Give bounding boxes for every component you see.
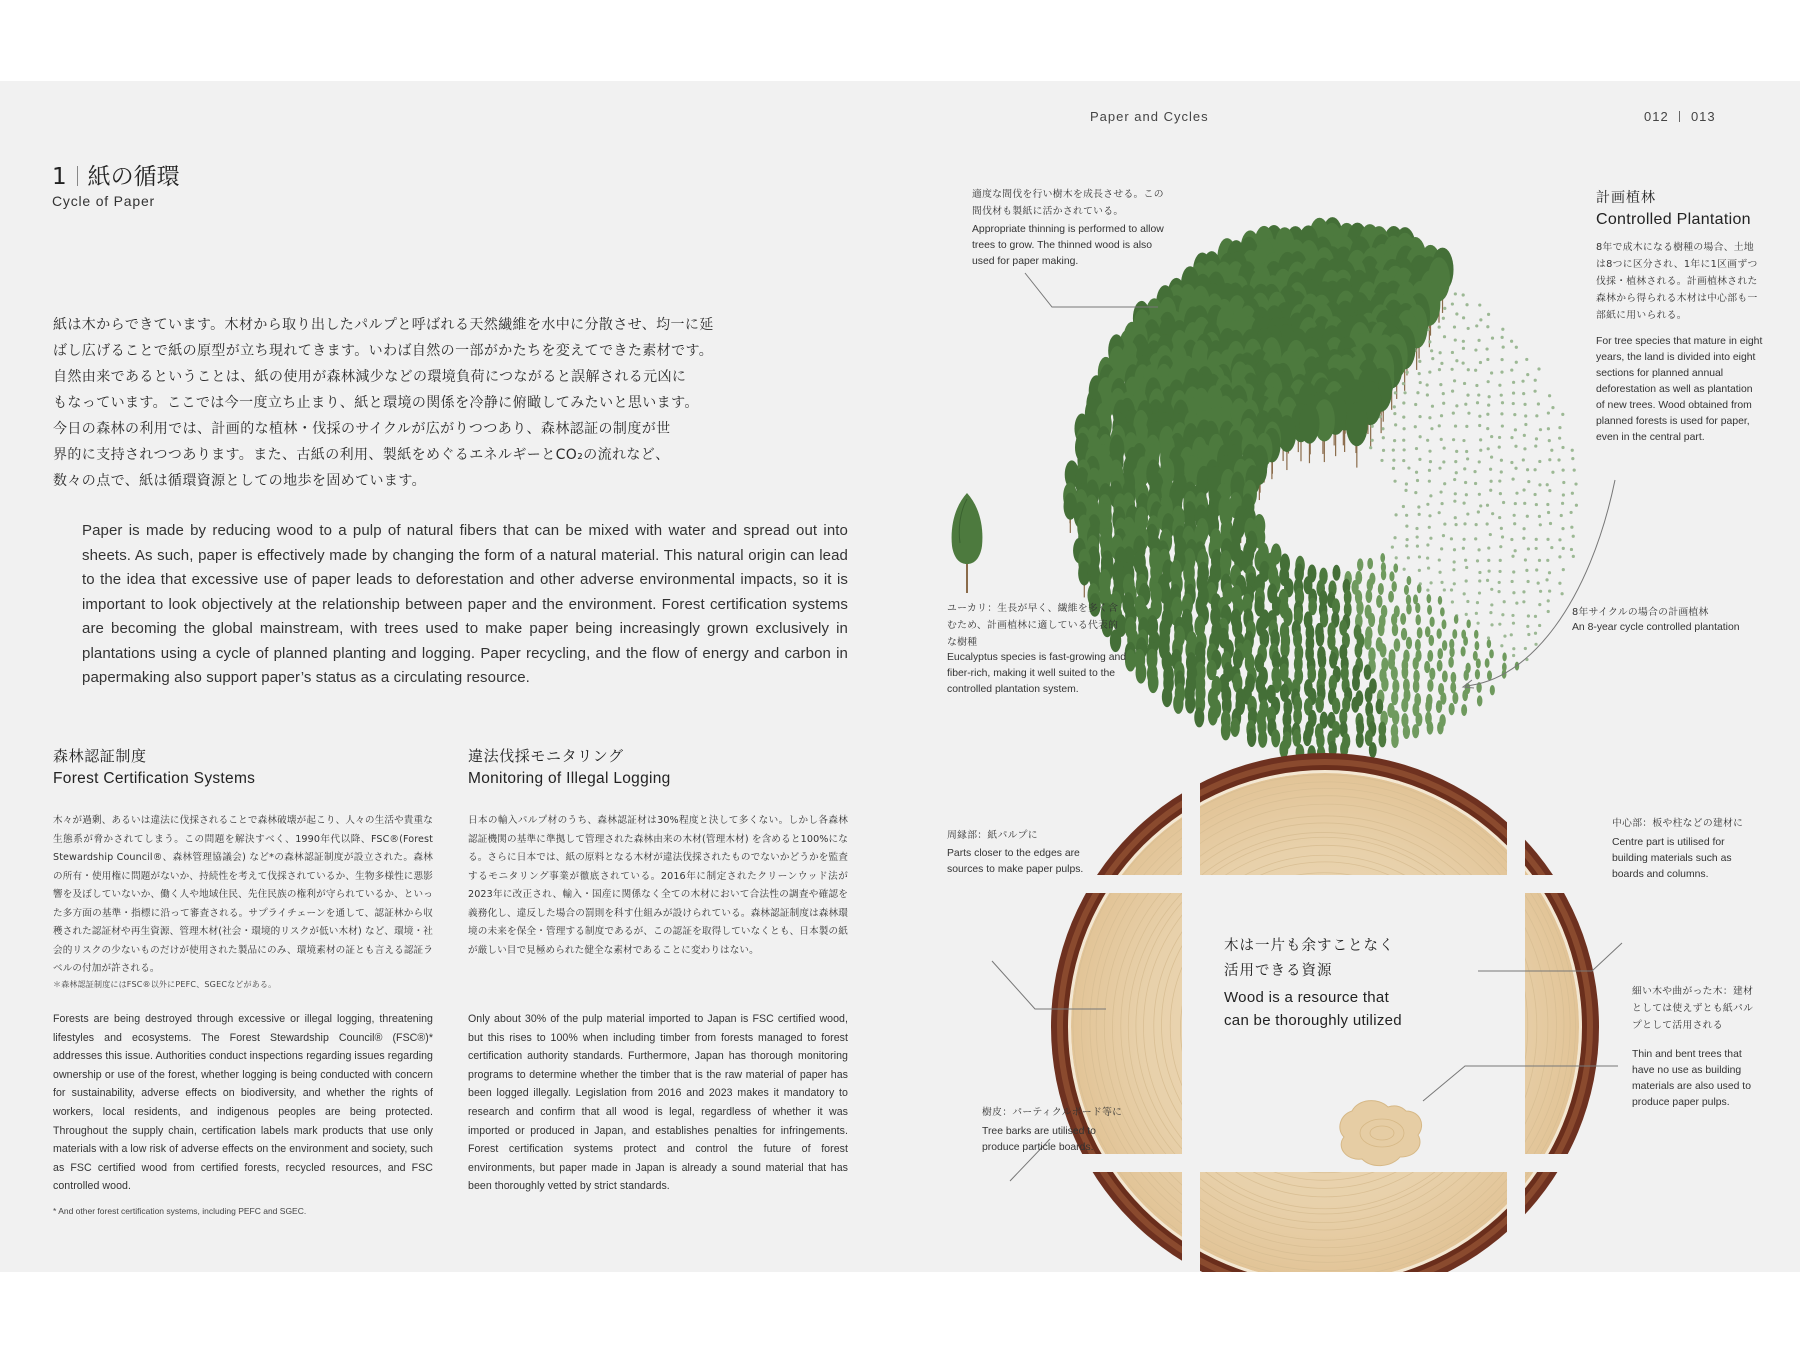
chapter-title-en: Cycle of Paper — [52, 193, 156, 209]
intro-jp-line: 自然由来であるということは、紙の使用が森林減少などの環境負荷につながると誤解される元凶に — [53, 369, 687, 385]
illegal-logging-heading-en: Monitoring of Illegal Logging — [468, 770, 671, 787]
cut-gap-top — [1030, 875, 1620, 893]
intro-jp-line: もなっています。ここでは今一度立ち止まり、紙と環境の関係を冷静に俯瞰してみたいと思います。 — [53, 395, 699, 411]
running-head-title: Paper and Cycles — [1090, 109, 1209, 124]
illegal-logging-body-jp: 日本の輸入パルプ材のうち、森林認証材は30%程度と決して多くない。しかし各森林認証機関の基準に準拠して管理された森林由来の木材(管理木材) を含めると100%になる。さらに日本では、紙の原料となる木材が違法伐採されたものでないかどうかを監査するモニタリング事業が徹底されている。2016年に制定されたクリーンウッド法が2023年に改正され、輸入・国産に関係なく全ての木材において合法性の調査や確認を義務化し、違反した場合の罰則を科す仕組みが設けられている。森林認証制度は森林環境の未来を保全・管理する制度であるが、この認証を取得していなくとも、日本製の紙が厳しい目で見極められた健全な素材であることに変わりはない。 — [468, 815, 848, 956]
magazine-spread — [0, 81, 1800, 1272]
forest-cert-body-en: Forests are being destroyed through excessive or illegal logging, threatening lifestyles and ecosystems. The Forest Stewardship Council® (FSC®)* addresses this issue. Authorities conduct inspections regarding issues regarding ownership or use of the forest, whether logging is being conducted with concern for sustainability, adverse effects on biodiversity, and whether the rights of workers, local residents, and indigenous peoples are being protected. Throughout the supply chain, certification labels mark products that use only materials with a low risk of adverse effects on the environment and society, such as FSC certified wood from certified forests, recycled resources, and FSC controlled wood. — [53, 1013, 433, 1193]
intro-jp-line: ばし広げることで紙の原型が立ち現れてきます。いわば自然の一部がかたちを変えてできた素材です。 — [53, 343, 714, 359]
edge-caption-jp: 周縁部：紙パルプに — [947, 830, 1038, 841]
thinning-caption-jp: 適度な間伐を行い樹木を成長させる。この間伐材も製紙に活かされている。 — [972, 189, 1164, 217]
plantation-heading-en: Controlled Plantation — [1596, 211, 1751, 228]
wood-center-jp-1: 木は一片も余すことなく — [1224, 938, 1395, 954]
plantation-heading-jp: 計画植林 — [1596, 190, 1656, 206]
chapter-number: 1 — [52, 164, 67, 190]
wood-center-text — [1224, 934, 1402, 1032]
thin-caption-jp: 細い木や曲がった木：建材としては使えずとも紙パルプとして活用される — [1632, 986, 1754, 1031]
eucalyptus-caption-jp: ユーカリ：生長が早く、繊維を多く含むため、計画植林に適している代表的な樹種 — [947, 603, 1119, 648]
cut-gap-left — [1182, 731, 1200, 1272]
bark-caption-en: Tree barks are utilised to produce particle boards. — [982, 1126, 1096, 1153]
forest-cert-body-jp: 木々が過剰、あるいは違法に伐採されることで森林破壊が起こり、人々の生活や貴重な生態系が脅かされてしまう。この問題を解決すべく、1990年代以降、FSC®(Forest Stewardship Council®、森林管理協議会) など*の森林認証制度が設立された。森林の所有・使用権に問題がないか、持続性を考えて伐採されているか、生物多様性に悪影響を及ぼしていないか、働く人や地域住民、先住民族の権利が守られているか、といった多方面の基準・指標に沿って審査される。サプライチェーンを通して、認証林から収穫された認証材や再生資源、管理木材(社会・環境的リスクが低い木材) など、環境・社会的リスクの少ないものだけが使用された製品にのみ、環境素材の証とも言える認証ラベルの付加が許される。 — [53, 815, 433, 974]
plantation-body-en: For tree species that mature in eight years, the land is divided into eight sections for planned annual deforestation as well as plantation of new trees. Wood obtained from planned forests is used for paper, even in the central part. — [1596, 336, 1763, 443]
wood-center-en-1: Wood is a resource that — [1224, 989, 1390, 1006]
page-number-right: 013 — [1690, 109, 1716, 124]
forest-cert-heading-jp: 森林認証制度 — [53, 747, 147, 765]
edge-caption-en: Parts closer to the edges are sources to make paper pulps. — [947, 848, 1084, 875]
cut-gap-right — [1507, 731, 1525, 1272]
intro-jp-line: 紙は木からできています。木材から取り出したパルプと呼ばれる天然繊維を水中に分散させ、均一に延 — [53, 317, 714, 333]
intro-jp-line: 数々の点で、紙は循環資源としての地歩を固めています。 — [53, 473, 426, 489]
forest-cert-heading-en: Forest Certification Systems — [53, 770, 256, 787]
thin-caption-en: Thin and bent trees that have no use as building materials are also used to produce paper pulps. — [1632, 1049, 1751, 1108]
intro-en: Paper is made by reducing wood to a pulp of natural fibers that can be mixed with water and spread out into sheets. As such, paper is effectively made by changing the form of a natural material. This natural origin can lead to the idea that excessive use of paper leads to deforestation and other adverse environmental impacts, so it is important to look objectively at the relationship between paper and the environment. Forest certification systems are becoming the global mainstream, with trees used to make paper being increasingly grown exclusively in plantations using a cycle of planned planting and logging. Paper recycling, and the flow of energy and carbon in papermaking also support paper’s status as a circulating resource. — [82, 522, 848, 686]
bark-caption-jp: 樹皮：パーティクルボード等に — [982, 1107, 1123, 1118]
cut-gap-bottom — [1030, 1154, 1620, 1172]
eucalyptus-caption-en: Eucalyptus species is fast-growing and fiber-rich, making it well suited to the controlled plantation system. — [947, 652, 1127, 695]
core-caption-jp: 中心部：板や柱などの建材に — [1612, 818, 1744, 829]
thinning-caption-en: Appropriate thinning is performed to allow trees to grow. The thinned wood is also used for paper making. — [972, 224, 1164, 267]
chapter-title-jp: 紙の循環 — [87, 164, 180, 190]
illegal-logging-heading-jp: 違法伐採モニタリング — [468, 747, 624, 765]
plantation-body-jp: 8年で成木になる樹種の場合、土地は8つに区分され、1年に1区画ずつ伐採・植林される。計画植林された森林から得られる木材は中心部も一部紙に用いられる。 — [1596, 242, 1758, 321]
cycle-caption-jp: 8年サイクルの場合の計画植林 — [1572, 607, 1709, 618]
intro-jp-line: 界的に支持されつつあります。また、古紙の利用、製紙をめぐるエネルギーとCO₂の流れなど、 — [53, 447, 670, 463]
intro-jp-line: 今日の森林の利用では、計画的な植林・伐採のサイクルが広がりつつあり、森林認証の制度が世 — [53, 421, 671, 437]
wood-center-jp-2: 活用できる資源 — [1224, 963, 1333, 979]
page-number-left: 012 — [1644, 109, 1669, 124]
core-caption-en: Centre part is utilised for building materials such as boards and columns. — [1612, 837, 1732, 880]
forest-cert-note-en: * And other forest certification systems, including PEFC and SGEC. — [53, 1206, 307, 1216]
wood-center-en-2: can be thoroughly utilized — [1224, 1012, 1402, 1029]
forest-cert-note-jp: ＊森林認証制度にはFSC®以外にPEFC、SGECなどがある。 — [53, 980, 277, 989]
wood-cross-section-diagram — [0, 81, 1800, 1272]
cycle-caption-en: An 8-year cycle controlled plantation — [1572, 622, 1740, 633]
illegal-logging-body-en: Only about 30% of the pulp material imported to Japan is FSC certified wood, but this rises to 100% when including timber from forests managed to forest certification authority standards. Furthermore, Japan has thorough monitoring programs to determine whether the timber that is the raw material of paper has been logged illegally. Legislation from 2016 and 2023 makes it mandatory to research and confirm that all wood is legal, regardless of whether it was imported or produced in Japan, and establishes penalties for infringements. Forest certification systems protect and control the future of forest environments, but paper made in Japan is already a sound material that has been thoroughly vetted by strict standards. — [468, 1013, 848, 1193]
